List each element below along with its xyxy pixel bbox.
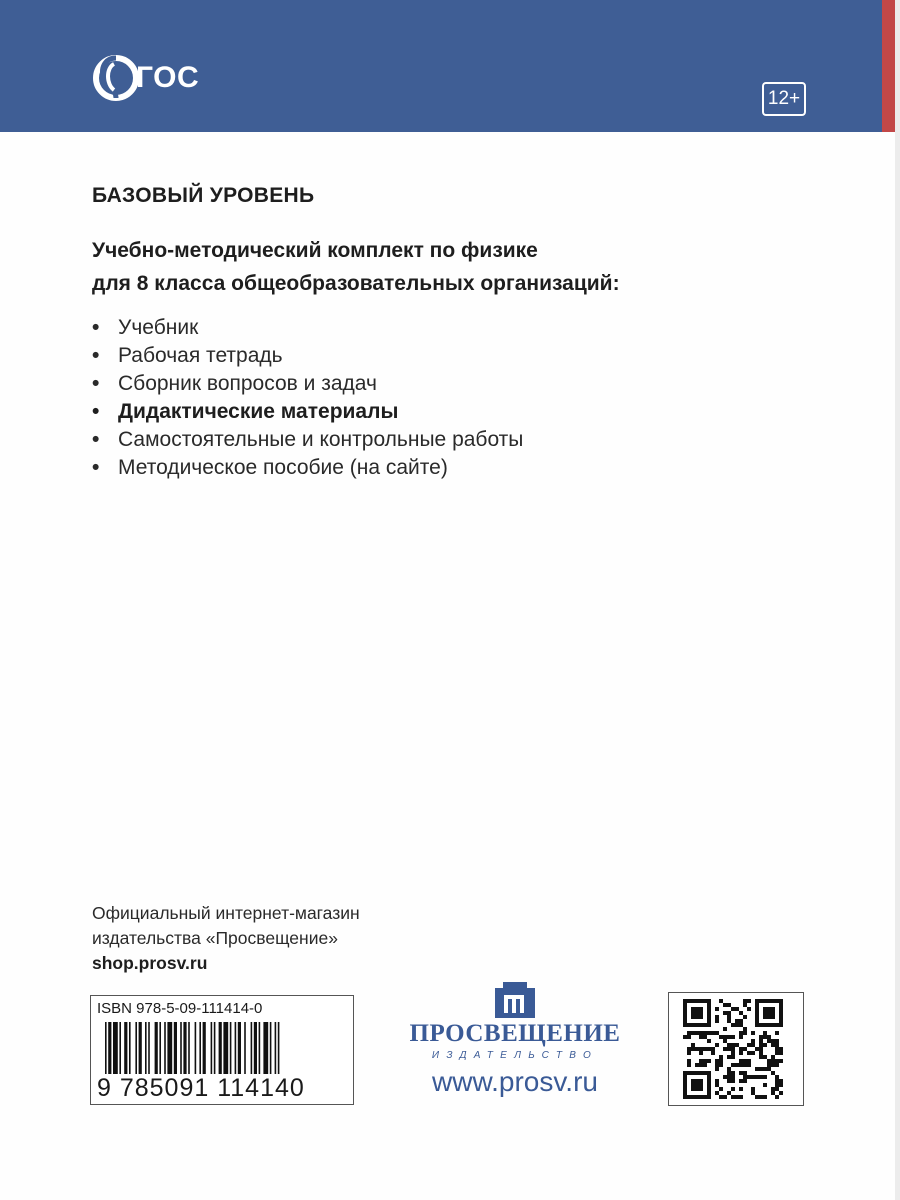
- qr-code-box: [668, 992, 804, 1106]
- isbn-barcode-box: [90, 995, 354, 1105]
- fgos-logo: [90, 50, 205, 106]
- fgos-emblem-icon: [90, 50, 142, 106]
- kit-description-line-1: Учебно-методический комплект по физике: [92, 239, 538, 262]
- publisher-emblem-icon: [495, 982, 535, 1018]
- list-item: [92, 342, 523, 370]
- shop-line-2: издательства «Просвещение»: [92, 928, 338, 948]
- publisher-subtitle: ИЗДАТЕЛЬСТВО: [431, 1050, 599, 1061]
- materials-list: [92, 314, 523, 482]
- list-item-label: Самостоятельные и контрольные работы: [118, 428, 524, 451]
- level-heading: БАЗОВЫЙ УРОВЕНЬ: [92, 184, 315, 207]
- bullet-icon: •: [92, 344, 100, 367]
- list-item-label: Учебник: [118, 316, 199, 339]
- header-accent-stripe: [882, 0, 895, 132]
- bullet-icon: •: [92, 456, 100, 479]
- bullet-icon: •: [92, 428, 100, 451]
- list-item: [92, 370, 523, 398]
- shop-url-link[interactable]: shop.prosv.ru: [92, 953, 208, 973]
- list-item: [92, 314, 523, 342]
- list-item: [92, 426, 523, 454]
- list-item-label: Рабочая тетрадь: [118, 344, 283, 367]
- list-item-label: Сборник вопросов и задач: [118, 372, 377, 395]
- list-item-highlighted: [92, 398, 523, 426]
- fgos-logo-text: ГОС: [136, 61, 200, 94]
- isbn-label: ISBN 978-5-09-111414-0: [97, 1000, 263, 1017]
- shop-info: [92, 901, 360, 976]
- list-item: [92, 454, 523, 482]
- publisher-name: ПРОСВЕЩЕНИЕ: [409, 1020, 621, 1047]
- bullet-icon: •: [92, 316, 100, 339]
- publisher-site-link[interactable]: www.prosv.ru: [432, 1066, 598, 1097]
- shop-line-1: Официальный интернет-магазин: [92, 903, 360, 923]
- kit-description: [92, 234, 852, 300]
- publisher-block: [400, 982, 630, 1106]
- bullet-icon: •: [92, 372, 100, 395]
- isbn-digits: 9 785091 114140: [97, 1074, 305, 1102]
- list-item-label: Методическое пособие (на сайте): [118, 456, 448, 479]
- bullet-icon: •: [92, 400, 100, 423]
- list-item-label: Дидактические материалы: [118, 400, 399, 423]
- age-rating-badge: 12+: [762, 82, 806, 116]
- kit-description-line-2: для 8 класса общеобразовательных организаций:: [92, 272, 620, 295]
- qr-code-icon[interactable]: [683, 999, 787, 1099]
